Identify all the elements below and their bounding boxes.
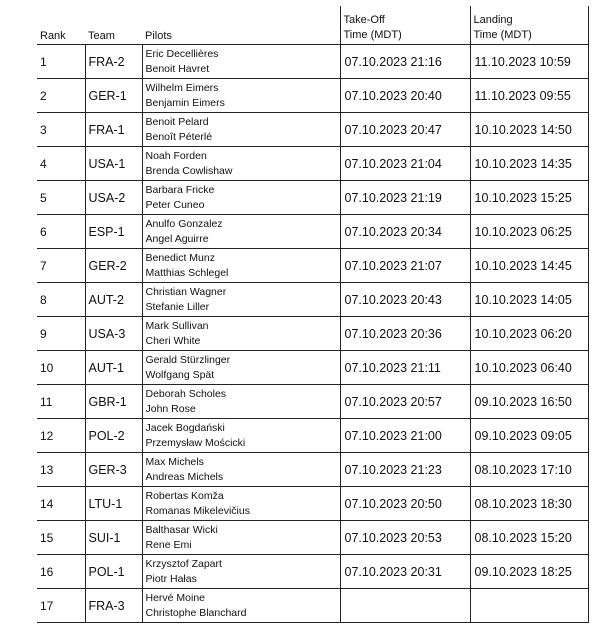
team-cell: LTU-1 [85,487,142,521]
table-row [37,317,588,351]
pilot-name: Hervé Moine [145,591,206,604]
pilot-name: Benoit Pelard [145,115,209,128]
table-row [37,351,588,385]
team-cell: FRA-1 [85,113,142,147]
table-row [37,45,588,79]
table-row [37,521,588,555]
table-row [37,181,588,215]
takeoff-cell: 07.10.2023 21:04 [340,147,470,181]
pilot-name: Benoît Péterlé [145,130,213,143]
landing-cell: 11.10.2023 10:59 [470,45,588,79]
pilots-cell [142,181,340,215]
takeoff-cell: 07.10.2023 20:57 [340,385,470,419]
pilots-cell [142,79,340,113]
takeoff-cell: 07.10.2023 20:53 [340,521,470,555]
team-cell: SUI-1 [85,521,142,555]
pilots-cell [142,45,340,79]
table-row [37,215,588,249]
rank-cell: 4 [37,147,85,181]
rank-cell: 9 [37,317,85,351]
pilot-name: Cheri White [145,334,201,347]
table-row [37,113,588,147]
pilot-name: Jacek Bogdański [145,421,225,434]
takeoff-cell: 07.10.2023 20:43 [340,283,470,317]
pilot-name: Robertas Komža [145,489,224,502]
header-rank: Rank [40,30,66,42]
rank-cell: 13 [37,453,85,487]
landing-cell: 10.10.2023 14:35 [470,147,588,181]
header-takeoff [340,6,470,45]
pilots-cell [142,385,340,419]
pilot-name: Matthias Schlegel [145,266,229,279]
table-row [37,385,588,419]
takeoff-cell: 07.10.2023 20:50 [340,487,470,521]
takeoff-cell: 07.10.2023 20:36 [340,317,470,351]
header-row [37,6,588,45]
header-team: Team [88,30,115,42]
rank-cell: 17 [37,589,85,623]
team-cell: FRA-3 [85,589,142,623]
table-row [37,283,588,317]
takeoff-cell: 07.10.2023 20:47 [340,113,470,147]
header-landing-line2: Time (MDT) [473,29,532,41]
pilots-cell [142,317,340,351]
takeoff-cell: 07.10.2023 21:11 [340,351,470,385]
landing-cell: 09.10.2023 09:05 [470,419,588,453]
pilot-name: Gerald Stürzlinger [145,353,231,366]
rank-cell: 6 [37,215,85,249]
takeoff-cell: 07.10.2023 21:23 [340,453,470,487]
takeoff-cell: 07.10.2023 21:19 [340,181,470,215]
pilot-name: Benedict Munz [145,251,215,264]
table-row [37,555,588,589]
team-cell: AUT-1 [85,351,142,385]
rank-cell: 3 [37,113,85,147]
pilots-cell [142,521,340,555]
pilots-cell [142,147,340,181]
pilot-name: Benjamin Eimers [145,96,225,109]
table-row [37,453,588,487]
pilots-cell [142,487,340,521]
rank-cell: 10 [37,351,85,385]
pilot-name: Przemysław Mościcki [145,436,246,449]
rank-cell: 5 [37,181,85,215]
rank-cell: 1 [37,45,85,79]
landing-cell: 10.10.2023 06:25 [470,215,588,249]
team-cell: GER-2 [85,249,142,283]
rank-cell: 16 [37,555,85,589]
team-cell: GER-3 [85,453,142,487]
pilot-name: Benoit Havret [145,62,210,75]
team-cell: USA-1 [85,147,142,181]
pilots-cell [142,453,340,487]
team-cell: GER-1 [85,79,142,113]
team-cell: POL-1 [85,555,142,589]
table-row [37,419,588,453]
team-cell: ESP-1 [85,215,142,249]
table-row [37,147,588,181]
landing-cell: 10.10.2023 15:25 [470,181,588,215]
pilot-name: Max Michels [145,455,204,468]
pilot-name: Romanas Mikelevičius [145,504,250,517]
takeoff-cell: 07.10.2023 21:16 [340,45,470,79]
header-takeoff-line1: Take-Off [343,14,385,26]
pilot-name: Deborah Scholes [145,387,227,400]
pilot-name: Rene Emi [145,538,192,551]
pilot-name: Christophe Blanchard [145,606,247,619]
team-cell: USA-2 [85,181,142,215]
table-row [37,249,588,283]
pilots-cell [142,589,340,623]
pilot-name: Christian Wagner [145,285,227,298]
pilot-name: Stefanie Liller [145,300,210,313]
rank-cell: 11 [37,385,85,419]
pilots-cell [142,215,340,249]
takeoff-cell: 07.10.2023 21:07 [340,249,470,283]
rank-cell: 14 [37,487,85,521]
pilot-name: Mark Sullivan [145,319,209,332]
pilot-name: Wilhelm Eimers [145,81,219,94]
header-landing-line1: Landing [473,14,513,26]
pilot-name: Brenda Cowlishaw [145,164,233,177]
pilots-cell [142,283,340,317]
pilots-cell [142,249,340,283]
rank-cell: 15 [37,521,85,555]
pilots-cell [142,555,340,589]
takeoff-cell [340,589,470,623]
landing-cell: 08.10.2023 15:20 [470,521,588,555]
landing-cell: 09.10.2023 18:25 [470,555,588,589]
pilot-name: Anulfo Gonzalez [145,217,223,230]
landing-cell: 10.10.2023 06:20 [470,317,588,351]
pilots-cell [142,113,340,147]
pilot-name: Balthasar Wicki [145,523,218,536]
header-pilots: Pilots [145,30,172,42]
pilot-name: Andreas Michels [145,470,224,483]
pilot-name: Eric Decellières [145,47,219,60]
rank-cell: 12 [37,419,85,453]
header-landing [470,6,588,45]
pilot-name: John Rose [145,402,196,415]
pilot-name: Wolfgang Spät [145,368,215,381]
team-cell: GBR-1 [85,385,142,419]
landing-cell: 10.10.2023 14:05 [470,283,588,317]
header-takeoff-line2: Time (MDT) [343,29,402,41]
pilot-name: Piotr Hałas [145,572,197,585]
team-cell: USA-3 [85,317,142,351]
team-cell: FRA-2 [85,45,142,79]
team-cell: AUT-2 [85,283,142,317]
rank-cell: 8 [37,283,85,317]
table-row [37,79,588,113]
landing-cell: 09.10.2023 16:50 [470,385,588,419]
pilot-name: Barbara Fricke [145,183,215,196]
takeoff-cell: 07.10.2023 20:34 [340,215,470,249]
table-row [37,487,588,521]
pilots-cell [142,419,340,453]
pilot-name: Peter Cuneo [145,198,205,211]
rank-cell: 7 [37,249,85,283]
landing-cell: 10.10.2023 06:40 [470,351,588,385]
landing-cell: 10.10.2023 14:50 [470,113,588,147]
results-table [37,6,589,623]
takeoff-cell: 07.10.2023 20:40 [340,79,470,113]
landing-cell: 08.10.2023 18:30 [470,487,588,521]
pilots-cell [142,351,340,385]
takeoff-cell: 07.10.2023 20:31 [340,555,470,589]
table-row [37,589,588,623]
landing-cell: 10.10.2023 14:45 [470,249,588,283]
landing-cell [470,589,588,623]
team-cell: POL-2 [85,419,142,453]
rank-cell: 2 [37,79,85,113]
pilot-name: Krzysztof Zapart [145,557,222,570]
landing-cell: 08.10.2023 17:10 [470,453,588,487]
takeoff-cell: 07.10.2023 21:00 [340,419,470,453]
pilot-name: Noah Forden [145,149,207,162]
pilot-name: Angel Aguirre [145,232,209,245]
landing-cell: 11.10.2023 09:55 [470,79,588,113]
